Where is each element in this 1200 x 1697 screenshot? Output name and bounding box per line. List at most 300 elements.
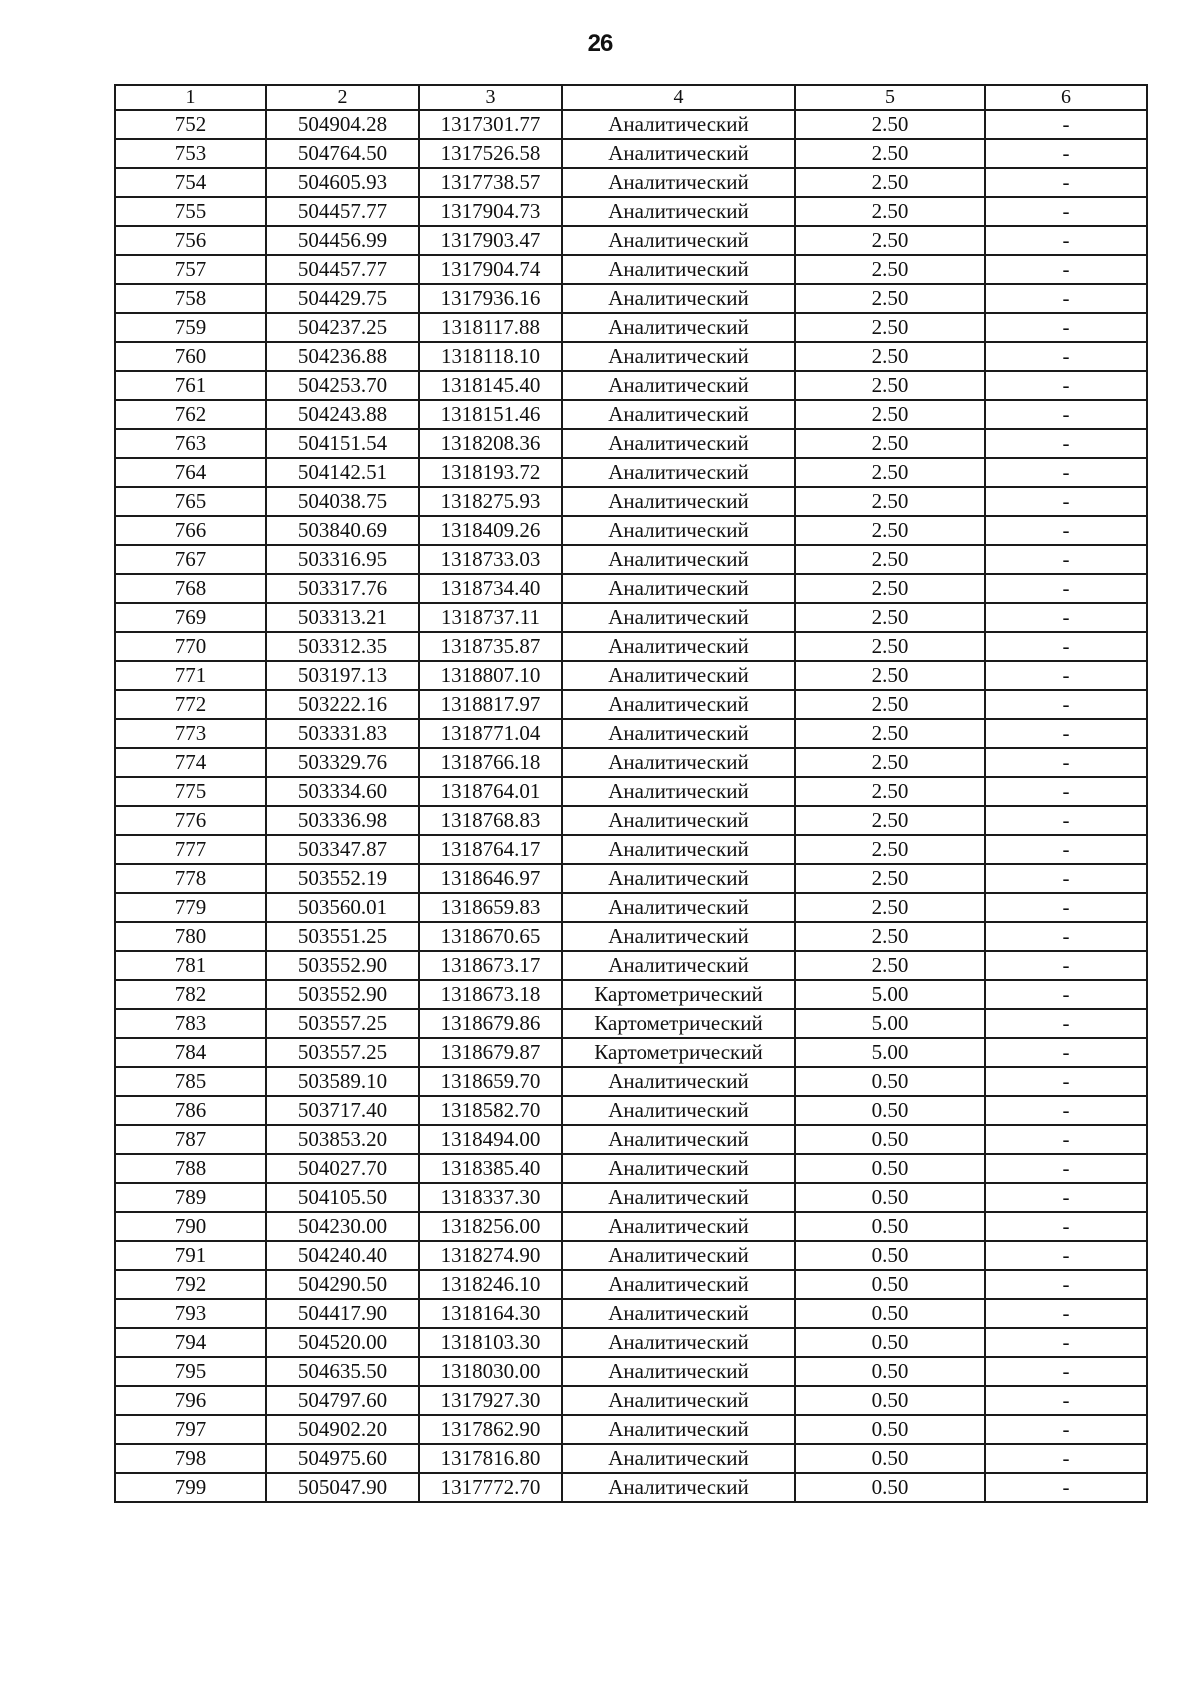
cell-x-coordinate: 504105.50 bbox=[266, 1183, 419, 1212]
cell-x-coordinate: 504027.70 bbox=[266, 1154, 419, 1183]
cell-note: - bbox=[985, 110, 1147, 139]
cell-accuracy: 0.50 bbox=[795, 1096, 985, 1125]
cell-accuracy: 2.50 bbox=[795, 371, 985, 400]
cell-note: - bbox=[985, 719, 1147, 748]
cell-x-coordinate: 503552.90 bbox=[266, 951, 419, 980]
cell-method: Аналитический bbox=[562, 603, 795, 632]
cell-note: - bbox=[985, 1241, 1147, 1270]
cell-note: - bbox=[985, 1270, 1147, 1299]
cell-y-coordinate: 1318771.04 bbox=[419, 719, 562, 748]
cell-note: - bbox=[985, 603, 1147, 632]
header-cell-3: 3 bbox=[419, 85, 562, 110]
cell-accuracy: 2.50 bbox=[795, 342, 985, 371]
page-number: 26 bbox=[587, 30, 613, 57]
cell-method: Аналитический bbox=[562, 690, 795, 719]
cell-accuracy: 2.50 bbox=[795, 690, 985, 719]
cell-x-coordinate: 504290.50 bbox=[266, 1270, 419, 1299]
cell-accuracy: 0.50 bbox=[795, 1241, 985, 1270]
cell-method: Аналитический bbox=[562, 1154, 795, 1183]
cell-y-coordinate: 1318659.83 bbox=[419, 893, 562, 922]
cell-x-coordinate: 503316.95 bbox=[266, 545, 419, 574]
cell-y-coordinate: 1318733.03 bbox=[419, 545, 562, 574]
cell-accuracy: 2.50 bbox=[795, 313, 985, 342]
cell-point-number: 776 bbox=[115, 806, 266, 835]
cell-point-number: 790 bbox=[115, 1212, 266, 1241]
cell-note: - bbox=[985, 951, 1147, 980]
cell-y-coordinate: 1318151.46 bbox=[419, 400, 562, 429]
cell-method: Аналитический bbox=[562, 1212, 795, 1241]
cell-accuracy: 2.50 bbox=[795, 168, 985, 197]
cell-x-coordinate: 504457.77 bbox=[266, 197, 419, 226]
cell-method: Аналитический bbox=[562, 951, 795, 980]
cell-y-coordinate: 1317301.77 bbox=[419, 110, 562, 139]
cell-x-coordinate: 503840.69 bbox=[266, 516, 419, 545]
cell-x-coordinate: 503552.90 bbox=[266, 980, 419, 1009]
cell-accuracy: 0.50 bbox=[795, 1357, 985, 1386]
cell-x-coordinate: 504038.75 bbox=[266, 487, 419, 516]
cell-accuracy: 0.50 bbox=[795, 1183, 985, 1212]
cell-accuracy: 2.50 bbox=[795, 226, 985, 255]
cell-note: - bbox=[985, 690, 1147, 719]
cell-point-number: 762 bbox=[115, 400, 266, 429]
cell-note: - bbox=[985, 1038, 1147, 1067]
cell-point-number: 775 bbox=[115, 777, 266, 806]
table-row bbox=[115, 603, 1147, 632]
cell-method: Аналитический bbox=[562, 371, 795, 400]
cell-point-number: 765 bbox=[115, 487, 266, 516]
cell-x-coordinate: 504429.75 bbox=[266, 284, 419, 313]
cell-note: - bbox=[985, 1096, 1147, 1125]
cell-note: - bbox=[985, 545, 1147, 574]
table-row bbox=[115, 574, 1147, 603]
cell-accuracy: 2.50 bbox=[795, 603, 985, 632]
cell-x-coordinate: 504236.88 bbox=[266, 342, 419, 371]
cell-note: - bbox=[985, 1154, 1147, 1183]
cell-accuracy: 2.50 bbox=[795, 516, 985, 545]
cell-method: Аналитический bbox=[562, 545, 795, 574]
cell-y-coordinate: 1318274.90 bbox=[419, 1241, 562, 1270]
table-row bbox=[115, 777, 1147, 806]
cell-point-number: 770 bbox=[115, 632, 266, 661]
cell-x-coordinate: 504240.40 bbox=[266, 1241, 419, 1270]
cell-point-number: 788 bbox=[115, 1154, 266, 1183]
cell-x-coordinate: 503197.13 bbox=[266, 661, 419, 690]
cell-note: - bbox=[985, 487, 1147, 516]
cell-point-number: 778 bbox=[115, 864, 266, 893]
cell-point-number: 755 bbox=[115, 197, 266, 226]
cell-point-number: 758 bbox=[115, 284, 266, 313]
cell-y-coordinate: 1318385.40 bbox=[419, 1154, 562, 1183]
cell-note: - bbox=[985, 835, 1147, 864]
cell-point-number: 786 bbox=[115, 1096, 266, 1125]
cell-y-coordinate: 1318337.30 bbox=[419, 1183, 562, 1212]
cell-note: - bbox=[985, 1415, 1147, 1444]
coordinates-table bbox=[114, 84, 1148, 1503]
cell-note: - bbox=[985, 1357, 1147, 1386]
cell-accuracy: 5.00 bbox=[795, 1009, 985, 1038]
cell-x-coordinate: 504797.60 bbox=[266, 1386, 419, 1415]
cell-point-number: 781 bbox=[115, 951, 266, 980]
cell-note: - bbox=[985, 661, 1147, 690]
cell-y-coordinate: 1318117.88 bbox=[419, 313, 562, 342]
cell-x-coordinate: 504456.99 bbox=[266, 226, 419, 255]
cell-x-coordinate: 503557.25 bbox=[266, 1009, 419, 1038]
cell-accuracy: 2.50 bbox=[795, 429, 985, 458]
cell-y-coordinate: 1318145.40 bbox=[419, 371, 562, 400]
table-row bbox=[115, 1386, 1147, 1415]
cell-accuracy: 2.50 bbox=[795, 951, 985, 980]
table-row bbox=[115, 893, 1147, 922]
table-row bbox=[115, 690, 1147, 719]
cell-point-number: 768 bbox=[115, 574, 266, 603]
cell-x-coordinate: 504417.90 bbox=[266, 1299, 419, 1328]
table-row bbox=[115, 284, 1147, 313]
table-row bbox=[115, 371, 1147, 400]
cell-y-coordinate: 1318246.10 bbox=[419, 1270, 562, 1299]
cell-accuracy: 0.50 bbox=[795, 1386, 985, 1415]
cell-y-coordinate: 1317738.57 bbox=[419, 168, 562, 197]
cell-point-number: 767 bbox=[115, 545, 266, 574]
cell-y-coordinate: 1317772.70 bbox=[419, 1473, 562, 1502]
table-row bbox=[115, 1473, 1147, 1502]
cell-point-number: 754 bbox=[115, 168, 266, 197]
cell-x-coordinate: 504520.00 bbox=[266, 1328, 419, 1357]
cell-accuracy: 0.50 bbox=[795, 1270, 985, 1299]
cell-point-number: 756 bbox=[115, 226, 266, 255]
cell-note: - bbox=[985, 226, 1147, 255]
cell-y-coordinate: 1318256.00 bbox=[419, 1212, 562, 1241]
table-row bbox=[115, 1038, 1147, 1067]
cell-method: Аналитический bbox=[562, 1299, 795, 1328]
cell-method: Аналитический bbox=[562, 777, 795, 806]
cell-point-number: 771 bbox=[115, 661, 266, 690]
table-row bbox=[115, 197, 1147, 226]
cell-accuracy: 2.50 bbox=[795, 284, 985, 313]
cell-method: Аналитический bbox=[562, 574, 795, 603]
cell-x-coordinate: 503334.60 bbox=[266, 777, 419, 806]
cell-method: Аналитический bbox=[562, 226, 795, 255]
cell-method: Аналитический bbox=[562, 632, 795, 661]
table-row bbox=[115, 1415, 1147, 1444]
cell-x-coordinate: 505047.90 bbox=[266, 1473, 419, 1502]
cell-method: Аналитический bbox=[562, 313, 795, 342]
cell-point-number: 798 bbox=[115, 1444, 266, 1473]
cell-method: Аналитический bbox=[562, 1270, 795, 1299]
cell-note: - bbox=[985, 1386, 1147, 1415]
table-row bbox=[115, 400, 1147, 429]
cell-method: Аналитический bbox=[562, 835, 795, 864]
cell-accuracy: 2.50 bbox=[795, 574, 985, 603]
cell-point-number: 789 bbox=[115, 1183, 266, 1212]
cell-note: - bbox=[985, 632, 1147, 661]
cell-method: Аналитический bbox=[562, 1415, 795, 1444]
cell-note: - bbox=[985, 197, 1147, 226]
cell-method: Аналитический bbox=[562, 1096, 795, 1125]
cell-x-coordinate: 503853.20 bbox=[266, 1125, 419, 1154]
cell-method: Аналитический bbox=[562, 748, 795, 777]
cell-point-number: 787 bbox=[115, 1125, 266, 1154]
cell-point-number: 763 bbox=[115, 429, 266, 458]
cell-y-coordinate: 1318494.00 bbox=[419, 1125, 562, 1154]
table-row bbox=[115, 806, 1147, 835]
cell-method: Аналитический bbox=[562, 661, 795, 690]
cell-accuracy: 2.50 bbox=[795, 893, 985, 922]
cell-point-number: 773 bbox=[115, 719, 266, 748]
cell-y-coordinate: 1318118.10 bbox=[419, 342, 562, 371]
cell-x-coordinate: 504237.25 bbox=[266, 313, 419, 342]
cell-y-coordinate: 1317816.80 bbox=[419, 1444, 562, 1473]
cell-accuracy: 2.50 bbox=[795, 777, 985, 806]
cell-accuracy: 2.50 bbox=[795, 487, 985, 516]
cell-note: - bbox=[985, 429, 1147, 458]
header-cell-4: 4 bbox=[562, 85, 795, 110]
cell-point-number: 769 bbox=[115, 603, 266, 632]
cell-y-coordinate: 1318673.17 bbox=[419, 951, 562, 980]
header-cell-2: 2 bbox=[266, 85, 419, 110]
cell-note: - bbox=[985, 1299, 1147, 1328]
cell-point-number: 760 bbox=[115, 342, 266, 371]
cell-y-coordinate: 1318673.18 bbox=[419, 980, 562, 1009]
cell-note: - bbox=[985, 1212, 1147, 1241]
cell-method: Аналитический bbox=[562, 139, 795, 168]
cell-accuracy: 0.50 bbox=[795, 1067, 985, 1096]
cell-point-number: 791 bbox=[115, 1241, 266, 1270]
cell-x-coordinate: 503347.87 bbox=[266, 835, 419, 864]
cell-y-coordinate: 1318646.97 bbox=[419, 864, 562, 893]
cell-point-number: 772 bbox=[115, 690, 266, 719]
cell-method: Аналитический bbox=[562, 806, 795, 835]
cell-accuracy: 0.50 bbox=[795, 1154, 985, 1183]
cell-x-coordinate: 503552.19 bbox=[266, 864, 419, 893]
cell-accuracy: 0.50 bbox=[795, 1125, 985, 1154]
cell-accuracy: 2.50 bbox=[795, 835, 985, 864]
cell-method: Аналитический bbox=[562, 1357, 795, 1386]
cell-note: - bbox=[985, 284, 1147, 313]
cell-note: - bbox=[985, 864, 1147, 893]
cell-method: Картометрический bbox=[562, 980, 795, 1009]
cell-note: - bbox=[985, 748, 1147, 777]
cell-method: Аналитический bbox=[562, 110, 795, 139]
cell-y-coordinate: 1318734.40 bbox=[419, 574, 562, 603]
table-row bbox=[115, 1270, 1147, 1299]
cell-y-coordinate: 1318768.83 bbox=[419, 806, 562, 835]
cell-y-coordinate: 1317927.30 bbox=[419, 1386, 562, 1415]
cell-method: Аналитический bbox=[562, 1328, 795, 1357]
table-row bbox=[115, 168, 1147, 197]
cell-y-coordinate: 1318030.00 bbox=[419, 1357, 562, 1386]
cell-accuracy: 2.50 bbox=[795, 806, 985, 835]
cell-note: - bbox=[985, 400, 1147, 429]
cell-method: Аналитический bbox=[562, 1444, 795, 1473]
cell-x-coordinate: 503312.35 bbox=[266, 632, 419, 661]
table-row bbox=[115, 1009, 1147, 1038]
cell-method: Аналитический bbox=[562, 1473, 795, 1502]
table-row bbox=[115, 313, 1147, 342]
cell-method: Аналитический bbox=[562, 1241, 795, 1270]
cell-accuracy: 2.50 bbox=[795, 922, 985, 951]
cell-method: Аналитический bbox=[562, 922, 795, 951]
cell-note: - bbox=[985, 255, 1147, 284]
cell-accuracy: 2.50 bbox=[795, 255, 985, 284]
table-row bbox=[115, 255, 1147, 284]
table-row bbox=[115, 980, 1147, 1009]
cell-note: - bbox=[985, 1067, 1147, 1096]
table-row bbox=[115, 632, 1147, 661]
table-row bbox=[115, 951, 1147, 980]
cell-point-number: 753 bbox=[115, 139, 266, 168]
table-row bbox=[115, 1096, 1147, 1125]
cell-point-number: 794 bbox=[115, 1328, 266, 1357]
table-row bbox=[115, 719, 1147, 748]
table-row bbox=[115, 226, 1147, 255]
header-cell-5: 5 bbox=[795, 85, 985, 110]
cell-accuracy: 2.50 bbox=[795, 458, 985, 487]
header-row bbox=[115, 85, 1147, 110]
cell-y-coordinate: 1318764.17 bbox=[419, 835, 562, 864]
cell-point-number: 766 bbox=[115, 516, 266, 545]
cell-point-number: 796 bbox=[115, 1386, 266, 1415]
cell-point-number: 799 bbox=[115, 1473, 266, 1502]
cell-note: - bbox=[985, 1444, 1147, 1473]
cell-y-coordinate: 1318764.01 bbox=[419, 777, 562, 806]
cell-method: Аналитический bbox=[562, 284, 795, 313]
cell-point-number: 793 bbox=[115, 1299, 266, 1328]
cell-y-coordinate: 1317936.16 bbox=[419, 284, 562, 313]
table-row bbox=[115, 342, 1147, 371]
cell-method: Аналитический bbox=[562, 516, 795, 545]
cell-y-coordinate: 1318193.72 bbox=[419, 458, 562, 487]
cell-x-coordinate: 504975.60 bbox=[266, 1444, 419, 1473]
cell-y-coordinate: 1318670.65 bbox=[419, 922, 562, 951]
cell-y-coordinate: 1317526.58 bbox=[419, 139, 562, 168]
cell-point-number: 761 bbox=[115, 371, 266, 400]
cell-note: - bbox=[985, 313, 1147, 342]
cell-y-coordinate: 1318409.26 bbox=[419, 516, 562, 545]
cell-method: Аналитический bbox=[562, 168, 795, 197]
cell-point-number: 759 bbox=[115, 313, 266, 342]
cell-accuracy: 2.50 bbox=[795, 719, 985, 748]
cell-x-coordinate: 504151.54 bbox=[266, 429, 419, 458]
cell-accuracy: 0.50 bbox=[795, 1444, 985, 1473]
cell-x-coordinate: 504902.20 bbox=[266, 1415, 419, 1444]
cell-point-number: 764 bbox=[115, 458, 266, 487]
cell-accuracy: 0.50 bbox=[795, 1328, 985, 1357]
cell-note: - bbox=[985, 1125, 1147, 1154]
cell-y-coordinate: 1318817.97 bbox=[419, 690, 562, 719]
table-row bbox=[115, 516, 1147, 545]
cell-point-number: 784 bbox=[115, 1038, 266, 1067]
table-row bbox=[115, 429, 1147, 458]
cell-point-number: 785 bbox=[115, 1067, 266, 1096]
cell-method: Картометрический bbox=[562, 1038, 795, 1067]
table-row bbox=[115, 748, 1147, 777]
cell-y-coordinate: 1317904.74 bbox=[419, 255, 562, 284]
cell-note: - bbox=[985, 893, 1147, 922]
cell-x-coordinate: 504904.28 bbox=[266, 110, 419, 139]
cell-method: Аналитический bbox=[562, 342, 795, 371]
cell-accuracy: 2.50 bbox=[795, 545, 985, 574]
cell-method: Аналитический bbox=[562, 487, 795, 516]
cell-accuracy: 2.50 bbox=[795, 661, 985, 690]
cell-x-coordinate: 503317.76 bbox=[266, 574, 419, 603]
cell-method: Картометрический bbox=[562, 1009, 795, 1038]
cell-accuracy: 2.50 bbox=[795, 139, 985, 168]
cell-y-coordinate: 1318659.70 bbox=[419, 1067, 562, 1096]
cell-note: - bbox=[985, 168, 1147, 197]
table-row bbox=[115, 1212, 1147, 1241]
cell-note: - bbox=[985, 516, 1147, 545]
cell-y-coordinate: 1318208.36 bbox=[419, 429, 562, 458]
table-row bbox=[115, 139, 1147, 168]
cell-point-number: 774 bbox=[115, 748, 266, 777]
cell-note: - bbox=[985, 458, 1147, 487]
cell-accuracy: 5.00 bbox=[795, 1038, 985, 1067]
cell-x-coordinate: 503331.83 bbox=[266, 719, 419, 748]
cell-accuracy: 2.50 bbox=[795, 748, 985, 777]
table-row bbox=[115, 458, 1147, 487]
table-row bbox=[115, 1357, 1147, 1386]
cell-point-number: 752 bbox=[115, 110, 266, 139]
cell-y-coordinate: 1318275.93 bbox=[419, 487, 562, 516]
cell-note: - bbox=[985, 922, 1147, 951]
cell-x-coordinate: 503717.40 bbox=[266, 1096, 419, 1125]
table-row bbox=[115, 1328, 1147, 1357]
cell-method: Аналитический bbox=[562, 864, 795, 893]
cell-accuracy: 2.50 bbox=[795, 400, 985, 429]
cell-point-number: 779 bbox=[115, 893, 266, 922]
cell-y-coordinate: 1318766.18 bbox=[419, 748, 562, 777]
cell-x-coordinate: 503551.25 bbox=[266, 922, 419, 951]
table-row bbox=[115, 545, 1147, 574]
cell-method: Аналитический bbox=[562, 429, 795, 458]
cell-note: - bbox=[985, 806, 1147, 835]
header-cell-1: 1 bbox=[115, 85, 266, 110]
cell-accuracy: 2.50 bbox=[795, 864, 985, 893]
header-cell-6: 6 bbox=[985, 85, 1147, 110]
cell-y-coordinate: 1317862.90 bbox=[419, 1415, 562, 1444]
cell-method: Аналитический bbox=[562, 719, 795, 748]
table-row bbox=[115, 1241, 1147, 1270]
table-row bbox=[115, 487, 1147, 516]
table-row bbox=[115, 110, 1147, 139]
table-row bbox=[115, 922, 1147, 951]
cell-y-coordinate: 1318735.87 bbox=[419, 632, 562, 661]
cell-accuracy: 0.50 bbox=[795, 1473, 985, 1502]
cell-note: - bbox=[985, 574, 1147, 603]
cell-x-coordinate: 504457.77 bbox=[266, 255, 419, 284]
cell-x-coordinate: 504142.51 bbox=[266, 458, 419, 487]
cell-x-coordinate: 503557.25 bbox=[266, 1038, 419, 1067]
cell-note: - bbox=[985, 1009, 1147, 1038]
cell-method: Аналитический bbox=[562, 1386, 795, 1415]
cell-point-number: 777 bbox=[115, 835, 266, 864]
cell-x-coordinate: 503589.10 bbox=[266, 1067, 419, 1096]
cell-x-coordinate: 503336.98 bbox=[266, 806, 419, 835]
cell-y-coordinate: 1318582.70 bbox=[419, 1096, 562, 1125]
cell-method: Аналитический bbox=[562, 893, 795, 922]
cell-point-number: 780 bbox=[115, 922, 266, 951]
cell-method: Аналитический bbox=[562, 255, 795, 284]
cell-note: - bbox=[985, 777, 1147, 806]
table-row bbox=[115, 835, 1147, 864]
cell-note: - bbox=[985, 371, 1147, 400]
cell-x-coordinate: 504635.50 bbox=[266, 1357, 419, 1386]
cell-x-coordinate: 503313.21 bbox=[266, 603, 419, 632]
cell-x-coordinate: 504230.00 bbox=[266, 1212, 419, 1241]
cell-x-coordinate: 504253.70 bbox=[266, 371, 419, 400]
cell-x-coordinate: 504764.50 bbox=[266, 139, 419, 168]
cell-method: Аналитический bbox=[562, 1125, 795, 1154]
